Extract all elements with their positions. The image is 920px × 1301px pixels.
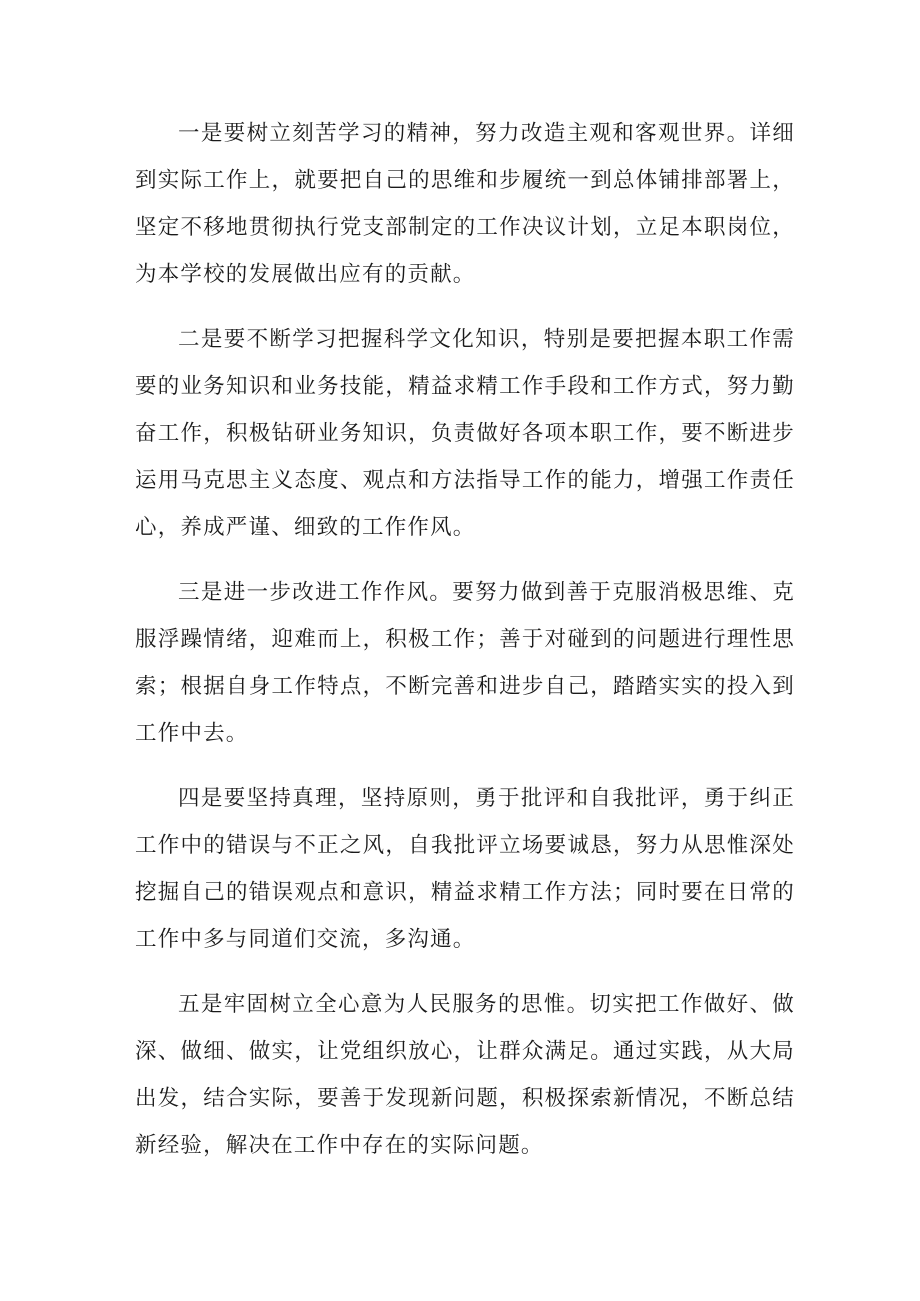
paragraph-2: 二是要不断学习把握科学文化知识，特别是要把握本职工作需要的业务知识和业务技能，精益求精工作手段和工作方式，努力勤奋工作，积极钻研业务知识，负责做好各项本职工作，要不断进步运用马克思主义态度、观点和方法指导工作的能力，增强工作责任心，养成严谨、细致的工作作风。 <box>135 327 795 540</box>
paragraph-1: 一是要树立刻苦学习的精神，努力改造主观和客观世界。详细到实际工作上，就要把自己的思维和步履统一到总体铺排部署上，坚定不移地贯彻执行党支部制定的工作决议计划，立足本职岗位，为本学校的发展做出应有的贡献。 <box>135 121 795 287</box>
paragraph-3: 三是进一步改进工作作风。要努力做到善于克服消极思维、克服浮躁情绪，迎难而上，积极工作；善于对碰到的问题进行理性思索；根据自身工作特点，不断完善和进步自己，踏踏实实的投入到工作中去。 <box>135 580 795 746</box>
document-body <box>135 110 795 1187</box>
paragraph-4: 四是要坚持真理，坚持原则，勇于批评和自我批评，勇于纠正工作中的错误与不正之风，自我批评立场要诚恳，努力从思惟深处挖掘自己的错误观点和意识，精益求精工作方法；同时要在日常的工作中多与同道们交流，多沟通。 <box>135 786 795 952</box>
paragraph-5: 五是牢固树立全心意为人民服务的思惟。切实把工作做好、做深、做细、做实，让党组织放心，让群众满足。通过实践，从大局出发，结合实际，要善于发现新问题，积极探索新情况，不断总结新经验，解决在工作中存在的实际问题。 <box>135 992 795 1158</box>
